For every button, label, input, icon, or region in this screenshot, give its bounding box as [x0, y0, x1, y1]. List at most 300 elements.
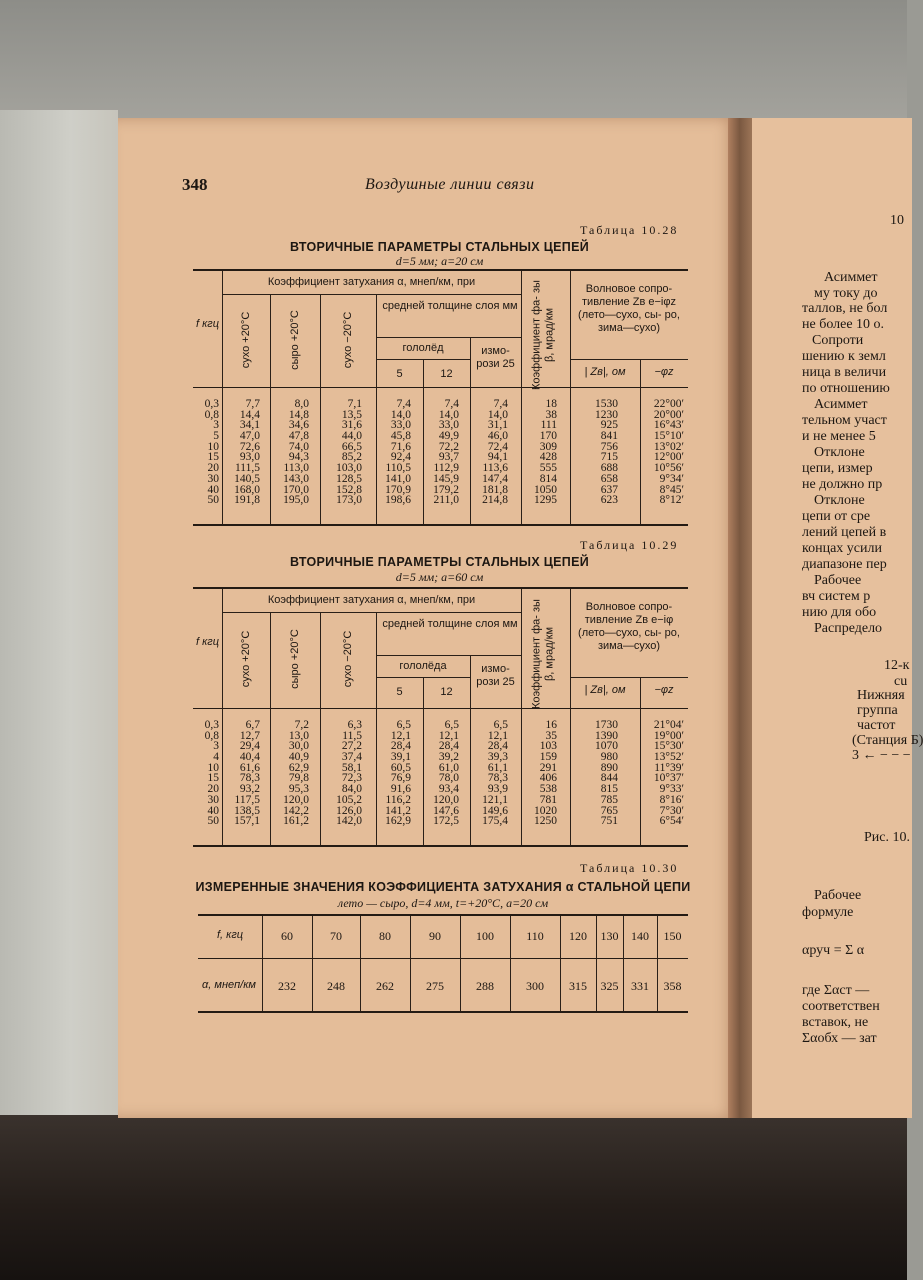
next-page-text: по отношению — [802, 381, 890, 396]
table-cell: 93,4 — [438, 783, 459, 796]
table-cell: 35 — [545, 729, 557, 742]
table-cell: 149,6 — [482, 804, 508, 817]
header-wave-impedance: Волновое сопро- тивление Zв e−iφ (лето—сухо, сы- ро, зима—сухо) — [578, 601, 680, 652]
table-cell: 40,4 — [239, 751, 260, 764]
table-cell: 7,4 — [396, 398, 411, 410]
table-cell: 198,6 — [385, 494, 411, 507]
table-cell: 15°30′ — [653, 740, 684, 753]
table-cell: 93,0 — [239, 451, 260, 464]
cell-frequency: 100 — [476, 929, 494, 943]
table-cell: 12,7 — [239, 729, 260, 742]
table-cell: 93,2 — [239, 783, 260, 796]
table-title: ИЗМЕРЕННЫЕ ЗНАЧЕНИЯ КОЭФФИЦИЕНТА ЗАТУХАНИЯ α СТАЛЬНОЙ ЦЕПИ — [195, 880, 691, 894]
table-cell: 1250 — [534, 815, 557, 828]
column-z-modulus — [570, 399, 618, 506]
table-cell: 37,4 — [341, 751, 362, 764]
table-cell: 95,3 — [288, 783, 309, 796]
next-page-text: и не менее 5 — [802, 429, 876, 444]
table-cell: 14,4 — [239, 408, 260, 421]
next-page-text: 12-к — [884, 658, 910, 673]
table-cell: 61,1 — [487, 761, 508, 774]
column-phase — [521, 720, 557, 827]
table-cell: 111 — [540, 419, 557, 432]
cell-attenuation: 358 — [663, 979, 682, 993]
table-cell: 30 — [207, 793, 219, 806]
cell-frequency: 150 — [663, 929, 682, 943]
cell-frequency: 70 — [330, 929, 342, 943]
table-label: Таблица 10.30 — [580, 861, 679, 875]
table-cell: 147,4 — [482, 472, 508, 485]
table-mid-rule — [198, 958, 688, 959]
table-cell: 841 — [600, 430, 618, 443]
next-page-text: му току до — [814, 286, 878, 301]
table-cell: 6°54′ — [659, 815, 684, 828]
table-cell: 6,5 — [493, 719, 508, 731]
table-cell: 309 — [539, 440, 557, 453]
column-frequency — [193, 399, 219, 506]
header-z-modulus: | Zв|, ом — [584, 366, 626, 378]
table-cell: 33,0 — [390, 419, 411, 432]
table-cell: 120,0 — [283, 793, 309, 806]
table-cell: 21°04′ — [653, 719, 684, 731]
table-header-rule — [193, 387, 688, 388]
table-cell: 8,0 — [294, 398, 309, 410]
table-cell: 79,8 — [288, 772, 309, 785]
header-frequency: f кгц — [195, 636, 220, 648]
table-cell: 76,9 — [390, 772, 411, 785]
table-cell: 13,5 — [341, 408, 362, 421]
next-page-text: лений цепей в — [802, 525, 887, 540]
table-cell: 20 — [207, 462, 219, 475]
header-wet-plus: сыро +20°С — [289, 629, 301, 689]
next-page-text: ница в величи — [802, 365, 887, 380]
header-phi: −φz — [654, 684, 674, 696]
header-ice: гололёда — [399, 660, 447, 672]
table-top-rule — [193, 269, 688, 271]
table-cell: 39,1 — [390, 751, 411, 764]
header-dry-plus: сухо +20°С — [240, 630, 252, 688]
next-page-text: нию для обо — [802, 605, 877, 620]
table-cell: 14,0 — [438, 408, 459, 421]
column-phi — [640, 399, 684, 506]
table-cell: 60,5 — [390, 761, 411, 774]
table-cell: 93,9 — [487, 783, 508, 796]
table-cell: 38 — [545, 408, 557, 421]
next-page-text: 10 — [890, 213, 904, 228]
table-cell: 62,9 — [288, 761, 309, 774]
table-cell: 28,4 — [487, 740, 508, 753]
table-cell: 428 — [539, 451, 557, 464]
next-page-text: Рабочее — [814, 573, 862, 588]
table-cell: 191,8 — [234, 494, 260, 507]
header-frequency: f кгц — [195, 318, 220, 330]
table-cell: 40 — [207, 483, 219, 496]
table-cell: 0,8 — [204, 408, 219, 421]
column-ice-12 — [423, 399, 459, 506]
table-cell: 12°00′ — [653, 451, 684, 464]
table-cell: 74,0 — [288, 440, 309, 453]
table-cell: 92,4 — [390, 451, 411, 464]
table-cell: 31,1 — [487, 419, 508, 432]
cell-frequency: 140 — [631, 929, 649, 943]
table-cell: 11°39′ — [654, 761, 684, 774]
table-cell: 890 — [600, 761, 618, 774]
next-page-text: частот — [857, 718, 896, 733]
next-page-text: Сопроти — [812, 333, 864, 348]
table-cell: 61,6 — [239, 761, 260, 774]
table-cell: 19°00′ — [653, 729, 684, 742]
table-bottom-rule — [193, 524, 688, 526]
column-rime — [470, 720, 508, 827]
table-cell: 20°00′ — [653, 408, 684, 421]
table-cell: 39,3 — [487, 751, 508, 764]
header-z-modulus: | Zв|, ом — [584, 684, 626, 696]
table-cell: 1070 — [595, 740, 618, 753]
table-cell: 85,2 — [341, 451, 362, 464]
table-cell: 30 — [207, 472, 219, 485]
table-cell: 765 — [600, 804, 618, 817]
next-page-text: 3 ← − − − — [852, 748, 911, 763]
table-cell: 50 — [207, 494, 219, 507]
table-cell: 8°45′ — [659, 483, 684, 496]
next-page-text: Σαобх — зат — [802, 1031, 877, 1046]
table-cell: 756 — [600, 440, 618, 453]
table-cell: 33,0 — [438, 419, 459, 432]
header-phase: Коэффициент фа- зы β, мрад/км — [530, 280, 556, 390]
table-cell: 5 — [213, 430, 219, 443]
next-page-text: (Станция Б) — [852, 733, 923, 748]
next-page-text: концах усили — [802, 541, 882, 556]
table-cell: 781 — [539, 793, 557, 806]
table-cell: 72,6 — [239, 440, 260, 453]
cell-frequency: 120 — [569, 929, 587, 943]
table-cell: 0,3 — [204, 719, 219, 731]
column-dry-minus — [320, 720, 362, 827]
table-subtitle: d=5 мм; a=60 см — [395, 570, 484, 584]
header-average-layer: средней толщине слоя мм — [382, 618, 518, 630]
table-cell: 3 — [213, 419, 219, 432]
header-ice-12: 12 — [440, 686, 453, 698]
next-page-text: цепи от сре — [802, 509, 871, 524]
table-cell: 13,0 — [288, 729, 309, 742]
table-cell: 78,3 — [239, 772, 260, 785]
table-subtitle: лето — сыро, d=4 мм, t=+20°С, a=20 см — [337, 896, 549, 910]
table-cell: 0,3 — [204, 398, 219, 410]
table-bottom-rule — [193, 845, 688, 847]
table-cell: 814 — [539, 472, 557, 485]
table-cell: 751 — [600, 815, 618, 828]
cell-attenuation: 288 — [476, 979, 494, 993]
table-cell: 126,0 — [336, 804, 362, 817]
next-page-text: не должно пр — [802, 477, 883, 492]
table-cell: 113,6 — [482, 462, 508, 475]
table-cell: 29,4 — [239, 740, 260, 753]
next-page-text: соответствен — [802, 999, 880, 1014]
table-cell: 291 — [539, 761, 557, 774]
row-label-attenuation: α, мнеп/км — [202, 979, 256, 991]
table-cell: 168,0 — [234, 483, 260, 496]
table-cell: 72,4 — [487, 440, 508, 453]
table-cell: 121,1 — [482, 793, 508, 806]
next-page-text: Асиммет — [814, 397, 868, 412]
column-wet-plus — [270, 720, 309, 827]
table-cell: 147,6 — [433, 804, 459, 817]
table-cell: 15 — [207, 451, 219, 464]
cell-frequency: 90 — [429, 929, 441, 943]
table-cell: 84,0 — [341, 783, 362, 796]
header-attenuation: Коэффициент затухания α, мнеп/км, при — [267, 594, 476, 606]
header-ice: гололёд — [402, 342, 444, 354]
header-wave-impedance: Волновое сопро- тивление Zв e−iφz (лето—сухо, сы- ро, зима—сухо) — [578, 283, 680, 334]
table-cell: 538 — [539, 783, 557, 796]
next-page-text: Асиммет — [824, 270, 878, 285]
table-cell: 40,9 — [288, 751, 309, 764]
table-cell: 91,6 — [390, 783, 411, 796]
table-subtitle: d=5 мм; a=20 см — [395, 254, 484, 268]
row-label-frequency: f, кгц — [216, 929, 244, 941]
table-cell: 3 — [213, 740, 219, 753]
table-cell: 141,0 — [385, 472, 411, 485]
table-cell: 28,4 — [438, 740, 459, 753]
cell-attenuation: 300 — [526, 979, 544, 993]
table-cell: 159 — [539, 751, 557, 764]
table-cell: 103 — [539, 740, 557, 753]
table-cell: 170,0 — [283, 483, 309, 496]
table-cell: 94,1 — [487, 451, 508, 464]
table-cell: 4 — [213, 751, 219, 764]
next-page-text: где Σαст — — [802, 983, 870, 998]
cell-attenuation: 275 — [426, 979, 444, 993]
next-page-text: цепи, измер — [802, 461, 873, 476]
table-cell: 658 — [600, 472, 618, 485]
table-top-rule — [193, 587, 688, 589]
table-cell: 7,1 — [347, 398, 362, 410]
table-cell: 140,5 — [234, 472, 260, 485]
table-cell: 10 — [207, 440, 219, 453]
header-dry-minus: сухо −20°С — [342, 630, 354, 688]
table-cell: 7,2 — [294, 719, 309, 731]
table-cell: 211,0 — [433, 494, 459, 507]
cell-frequency: 80 — [379, 929, 391, 943]
next-page-text: Отклоне — [814, 493, 865, 508]
cell-attenuation: 325 — [600, 979, 619, 993]
table-cell: 12,1 — [487, 729, 508, 742]
table-cell: 12,1 — [390, 729, 411, 742]
table-cell: 18 — [545, 398, 557, 410]
next-page-text: αруч = Σ α — [802, 943, 865, 958]
table-cell: 142,2 — [283, 804, 309, 817]
column-ice-5 — [376, 720, 411, 827]
column-ice-5 — [376, 399, 411, 506]
table-cell: 120,0 — [433, 793, 459, 806]
column-phi — [640, 720, 684, 827]
table-cell: 116,2 — [385, 793, 411, 806]
cell-attenuation: 262 — [376, 979, 394, 993]
table-cell: 94,3 — [288, 451, 309, 464]
table-cell: 31,6 — [341, 419, 362, 432]
table-cell: 175,4 — [482, 815, 508, 828]
table-cell: 93,7 — [438, 451, 459, 464]
next-page-text: Рис. 10. — [864, 830, 910, 845]
table-label: Таблица 10.29 — [580, 538, 679, 552]
table-cell: 14,0 — [390, 408, 411, 421]
table-cell: 45,8 — [390, 430, 411, 443]
table-cell: 15 — [207, 772, 219, 785]
table-cell: 28,4 — [390, 740, 411, 753]
column-rime — [470, 399, 508, 506]
table-title: ВТОРИЧНЫЕ ПАРАМЕТРЫ СТАЛЬНЫХ ЦЕПЕЙ — [289, 555, 590, 569]
next-page-text: тельном участ — [802, 413, 887, 428]
table-cell: 145,9 — [433, 472, 459, 485]
header-dry-plus: сухо +20°С — [240, 311, 252, 369]
table-cell: 12,1 — [438, 729, 459, 742]
table-cell: 844 — [600, 772, 618, 785]
table-cell: 66,5 — [341, 440, 362, 453]
table-cell: 6,3 — [347, 719, 362, 731]
next-page-text: шению к земл — [802, 349, 886, 364]
running-head: Воздушные линии связи — [365, 176, 535, 193]
table-cell: 110,5 — [385, 462, 411, 475]
table-cell: 9°34′ — [659, 472, 684, 485]
table-cell: 1295 — [534, 494, 557, 507]
background-bottom — [0, 1115, 907, 1280]
next-page-text: диапазоне пер — [802, 557, 887, 572]
table-cell: 1050 — [534, 483, 557, 496]
table-cell: 637 — [600, 483, 618, 496]
header-dry-minus: сухо −20°С — [342, 311, 354, 369]
header-phi: −φz — [654, 366, 674, 378]
header-rime: измо- рози 25 — [476, 663, 515, 688]
table-cell: 72,2 — [438, 440, 459, 453]
table-cell: 406 — [539, 772, 557, 785]
table-cell: 138,5 — [234, 804, 260, 817]
table-cell: 113,0 — [283, 462, 309, 475]
table-cell: 555 — [539, 462, 557, 475]
table-cell: 1730 — [595, 719, 618, 731]
header-phase: Коэффициент фа- зы β, мрад/км — [530, 599, 556, 709]
table-cell: 27,2 — [341, 740, 362, 753]
table-cell: 61,0 — [438, 761, 459, 774]
header-attenuation: Коэффициент затухания α, мнеп/км, при — [267, 276, 476, 288]
column-wet-plus — [270, 399, 309, 506]
table-cell: 14,0 — [487, 408, 508, 421]
table-cell: 10 — [207, 761, 219, 774]
table-cell: 1390 — [595, 729, 618, 742]
table-cell: 162,9 — [385, 815, 411, 828]
table-cell: 16°43′ — [653, 419, 684, 432]
table-cell: 815 — [600, 783, 618, 796]
table-cell: 58,1 — [341, 761, 362, 774]
table-cell: 7,4 — [444, 398, 459, 410]
table-cell: 142,0 — [336, 815, 362, 828]
table-cell: 78,3 — [487, 772, 508, 785]
next-page-text: Рабочее — [814, 888, 862, 903]
table-cell: 8°16′ — [659, 793, 684, 806]
header-ice-12: 12 — [440, 368, 453, 380]
column-z-modulus — [570, 720, 618, 827]
next-page-text: не более 10 о. — [802, 317, 885, 332]
table-label: Таблица 10.28 — [580, 223, 679, 237]
next-page-text: Нижняя — [857, 688, 905, 703]
table-cell: 7,4 — [493, 398, 508, 410]
table-cell: 1530 — [595, 398, 618, 410]
table-cell: 688 — [600, 462, 618, 475]
table-cell: 34,1 — [239, 419, 260, 432]
table-top-rule — [198, 914, 688, 916]
table-cell: 141,2 — [385, 804, 411, 817]
table-cell: 30,0 — [288, 740, 309, 753]
table-cell: 10°56′ — [653, 462, 684, 475]
table-cell: 15°10′ — [653, 430, 684, 443]
table-cell: 50 — [207, 815, 219, 828]
table-cell: 10°37′ — [653, 772, 684, 785]
header-average-layer: средней толщине слоя мм — [382, 300, 518, 312]
next-page-text: Отклоне — [814, 445, 865, 460]
table-cell: 181,8 — [482, 483, 508, 496]
table-cell: 72,3 — [341, 772, 362, 785]
next-page-text: таллов, не бол — [802, 301, 888, 316]
table-cell: 152,8 — [336, 483, 362, 496]
table-cell: 623 — [600, 494, 618, 507]
header-rime: измо- рози 25 — [476, 345, 515, 370]
column-dry-minus — [320, 399, 362, 506]
table-cell: 13°52′ — [653, 751, 684, 764]
table-cell: 117,5 — [234, 793, 260, 806]
background-top — [0, 0, 907, 118]
table-cell: 34,6 — [288, 419, 309, 432]
table-cell: 925 — [600, 419, 618, 432]
table-cell: 13°02′ — [653, 440, 684, 453]
table-cell: 78,0 — [438, 772, 459, 785]
next-page-text: группа — [857, 703, 898, 718]
column-dry-plus — [222, 399, 260, 506]
table-cell: 170,9 — [385, 483, 411, 496]
table-cell: 161,2 — [283, 815, 309, 828]
table-cell: 11,5 — [342, 729, 362, 742]
cell-attenuation: 248 — [327, 979, 345, 993]
next-page-text: формуле — [802, 905, 854, 920]
table-cell: 785 — [600, 793, 618, 806]
next-page-text: вч систем р — [802, 589, 871, 604]
table-cell: 173,0 — [336, 494, 362, 507]
next-page-text: cu — [894, 674, 908, 689]
table-cell: 47,0 — [239, 430, 260, 443]
table-cell: 214,8 — [482, 494, 508, 507]
table-cell: 44,0 — [341, 430, 362, 443]
table-cell: 103,0 — [336, 462, 362, 475]
column-dry-plus — [222, 720, 260, 827]
table-cell: 105,2 — [336, 793, 362, 806]
table-cell: 8°12′ — [659, 494, 684, 507]
table-cell: 7°30′ — [659, 804, 684, 817]
table-cell: 16 — [545, 719, 557, 731]
table-cell: 172,5 — [433, 815, 459, 828]
table-cell: 7,7 — [245, 398, 260, 410]
table-cell: 1020 — [534, 804, 557, 817]
table-cell: 9°33′ — [659, 783, 684, 796]
table-cell: 195,0 — [283, 494, 309, 507]
table-cell: 22°00′ — [653, 398, 684, 410]
table-cell: 112,9 — [433, 462, 459, 475]
table-cell: 20 — [207, 783, 219, 796]
table-cell: 715 — [600, 451, 618, 464]
header-wet-plus: сыро +20°С — [289, 310, 301, 370]
table-cell: 40 — [207, 804, 219, 817]
table-cell: 157,1 — [234, 815, 260, 828]
table-cell: 0,8 — [204, 729, 219, 742]
table-cell: 128,5 — [336, 472, 362, 485]
table-cell: 170 — [539, 430, 557, 443]
